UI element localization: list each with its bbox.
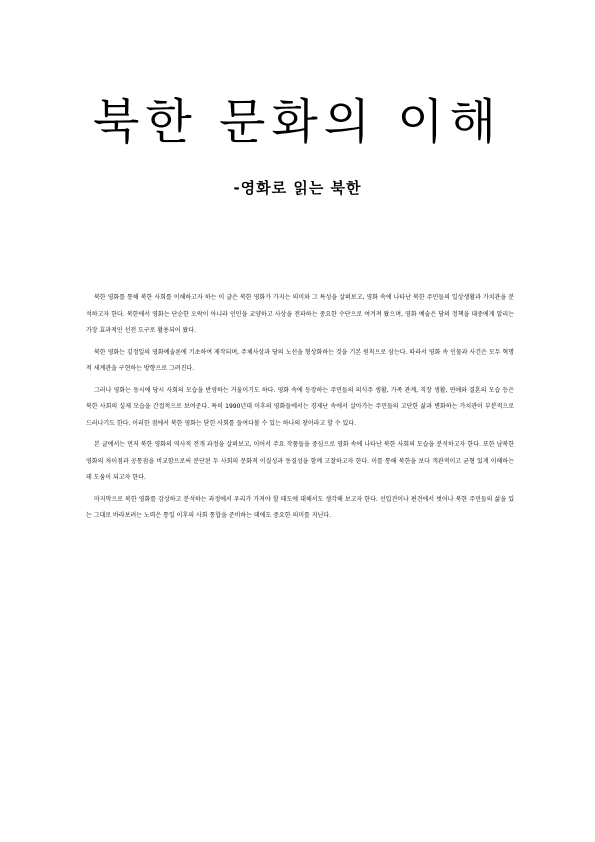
body-paragraph: 그러나 영화는 동시에 당시 사회의 모습을 반영하는 거울이기도 하다. 영화 속에 등장하는 주민들의 의식주 생활, 가족 관계, 직장 생활, 연애와 결혼의 모습 등은 북한 사회의 실제 모습을 간접적으로 보여준다. 특히 1990년대 이후의 영화들에서는 경제난 속에서 살아가는 주민들의 고단한 삶과 변화하는 가치관이 부분적으로 드러나기도 한다. 이러한 점에서 북한 영화는 닫힌 사회를 들여다볼 수 있는 하나의 창이라고 할 수 있다.	[86, 386, 515, 427]
document-body	[86, 290, 514, 530]
document-subtitle: -영화로 읽는 북한	[233, 179, 362, 197]
body-paragraph: 본 글에서는 먼저 북한 영화의 역사적 전개 과정을 살펴보고, 이어서 주요 작품들을 중심으로 영화 속에 나타난 북한 사회의 모습을 분석하고자 한다. 또한 남북한 영화의 차이점과 공통점을 비교함으로써 분단된 두 사회의 문화적 이질성과 동질성을 함께 고찰하고자 한다. 이를 통해 북한을 보다 객관적이고 균형 있게 이해하는 데 도움이 되고자 한다.	[86, 441, 514, 481]
document-title: 북한 문화의 이해	[92, 94, 503, 150]
body-paragraph: 북한 영화는 김정일의 영화예술론에 기초하여 제작되며, 주체사상과 당의 노선을 형상화하는 것을 기본 원칙으로 삼는다. 따라서 영화 속 인물과 사건은 모두 혁명적 세계관을 구현하는 방향으로 그려진다.	[86, 348, 514, 372]
body-paragraph: 북한 영화를 통해 북한 사회를 이해하고자 하는 이 글은 북한 영화가 가지는 의미와 그 특성을 살펴보고, 영화 속에 나타난 북한 주민들의 일상생활과 가치관을 분석하고자 한다. 북한에서 영화는 단순한 오락이 아니라 인민을 교양하고 사상을 전파하는 중요한 수단으로 여겨져 왔으며, 영화 예술은 당의 정책을 대중에게 알리는 가장 효과적인 선전 도구로 활용되어 왔다.	[86, 294, 514, 334]
body-paragraph: 마지막으로 북한 영화를 감상하고 분석하는 과정에서 우리가 가져야 할 태도에 대해서도 생각해 보고자 한다. 선입견이나 편견에서 벗어나 북한 주민들의 삶을 있는 그대로 바라보려는 노력은 통일 이후의 사회 통합을 준비하는 데에도 중요한 의미를 지닌다.	[86, 495, 514, 519]
